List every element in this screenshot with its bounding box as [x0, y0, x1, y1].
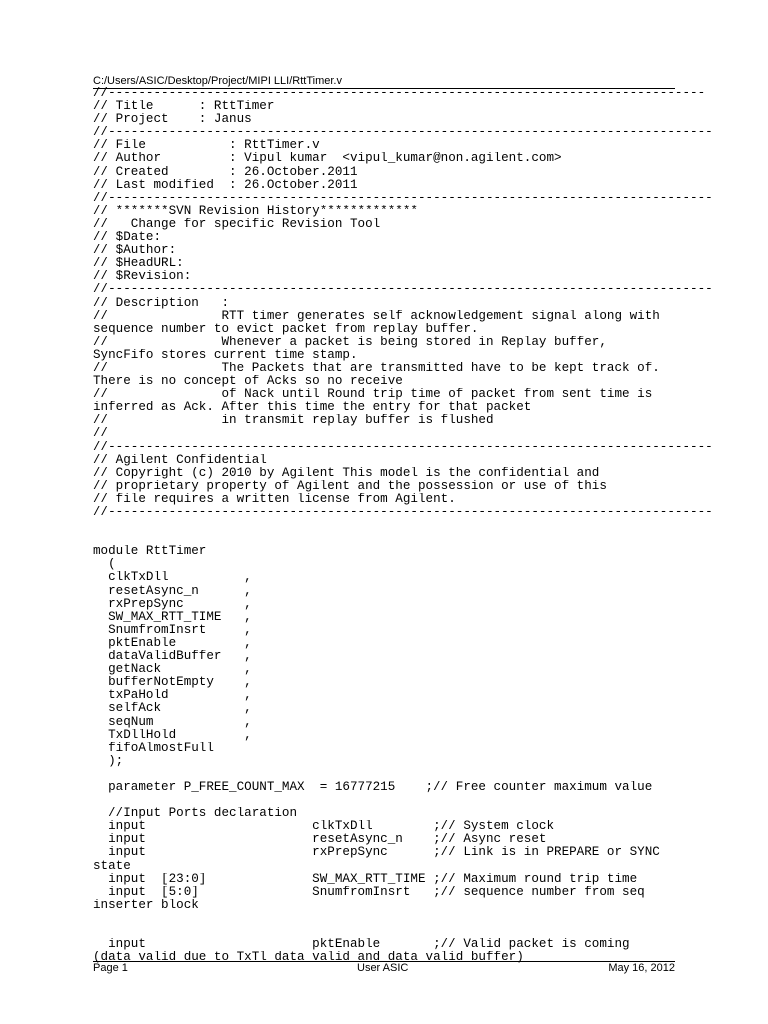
code-line: //--------------------------------------------------------------------------------	[93, 506, 713, 519]
code-line: SW_MAX_RTT_TIME ,	[93, 610, 252, 624]
code-line: //--------------------------------------------------------------------------------	[93, 126, 713, 140]
code-line: SnumfromInsrt ,	[93, 623, 252, 637]
code-line: seqNum ,	[93, 715, 252, 729]
code-line: // *******SVN Revision History*************	[93, 204, 418, 218]
code-line	[93, 532, 759, 545]
code-line: // RTT timer generates self acknowledgement signal along with	[93, 309, 660, 323]
code-line: // Copyright (c) 2010 by Agilent This model is the confidential and	[93, 466, 600, 480]
code-line: txPaHold ,	[93, 689, 252, 703]
code-line: // Whenever a packet is being stored in Replay buffer,	[93, 335, 607, 349]
footer-title: User ASIC	[357, 962, 409, 974]
code-line: // in transmit replay buffer is flushed	[93, 414, 494, 428]
code-line: input rxPrepSync ;// Link is in PREPARE or SYNC	[93, 846, 660, 860]
code-line	[93, 912, 759, 925]
code-line: SyncFifo stores current time stamp.	[93, 348, 358, 362]
code-line: // Agilent Confidential	[93, 453, 267, 467]
code-line: // The Packets that are transmitted have to be kept track of.	[93, 361, 660, 375]
code-line: // proprietary property of Agilent and the possession or use of this	[93, 479, 607, 493]
code-line: inserter block	[93, 898, 199, 912]
code-line: module RttTimer	[93, 545, 207, 559]
code-line: input [23:0] SW_MAX_RTT_TIME ;// Maximum round trip time	[93, 872, 638, 886]
code-line: TxDllHold ,	[93, 728, 252, 742]
code-line	[93, 519, 759, 532]
code-line: //--------------------------------------------------------------------------------	[93, 191, 713, 205]
code-line: selfAck ,	[93, 702, 252, 716]
code-line: //--------------------------------------------------------------------------------	[93, 440, 713, 454]
code-line	[93, 925, 759, 938]
code-line: //--------------------------------------------------------------------------------	[93, 283, 713, 297]
code-line: bufferNotEmpty ,	[93, 676, 252, 690]
code-line: // Last modified : 26.October.2011	[93, 178, 358, 192]
code-line: resetAsync_n ,	[93, 584, 252, 598]
code-line: // $HeadURL:	[93, 257, 184, 271]
file-path: C:/Users/ASIC/Desktop/Project/MIPI LLI/RttTimer.v	[93, 75, 342, 87]
code-line: // Author : Vipul kumar <vipul_kumar@non.agilent.com>	[93, 152, 562, 166]
code-line: fifoAlmostFull	[93, 741, 214, 755]
code-line: state	[93, 859, 131, 873]
code-line: // Description :	[93, 296, 230, 310]
code-line: sequence number to evict packet from replay buffer.	[93, 322, 479, 336]
code-line: There is no concept of Acks so no receive	[93, 375, 403, 389]
page-footer	[93, 961, 675, 976]
code-line: inferred as Ack. After this time the entry for that packet	[93, 401, 532, 415]
code-line: getNack ,	[93, 663, 252, 677]
code-line: );	[93, 754, 124, 768]
code-line: // $Date:	[93, 231, 162, 245]
code-line: // $Revision:	[93, 270, 192, 284]
code-line: clkTxDll ,	[93, 571, 252, 585]
page-number: Page 1	[93, 962, 128, 974]
code-line	[93, 794, 759, 807]
code-line: pktEnable ,	[93, 636, 252, 650]
code-line: //-------------------------------------------------------------------------------	[93, 87, 706, 100]
code-line: input resetAsync_n ;// Async reset	[93, 833, 547, 847]
code-line: // Change for specific Revision Tool	[93, 217, 381, 231]
code-line: input clkTxDll ;// System clock	[93, 820, 555, 834]
code-line	[93, 768, 759, 781]
code-line: //	[93, 427, 109, 441]
code-line: (	[93, 558, 116, 572]
code-listing	[93, 87, 759, 964]
code-line: // file requires a written license from Agilent.	[93, 492, 456, 506]
code-line: // Created : 26.October.2011	[93, 165, 358, 179]
code-line: //Input Ports declaration	[93, 807, 298, 821]
code-line: // of Nack until Round trip time of packet from sent time is	[93, 388, 653, 402]
code-line: // $Author:	[93, 244, 177, 258]
print-date: May 16, 2012	[608, 962, 675, 974]
code-line: dataValidBuffer ,	[93, 650, 252, 664]
code-line: (data valid due to TxTl data valid and data valid buffer)	[93, 951, 524, 965]
code-line: // File : RttTimer.v	[93, 139, 320, 153]
code-line: // Title : RttTimer	[93, 100, 275, 114]
code-line: input pktEnable ;// Valid packet is coming	[93, 938, 630, 952]
code-line: // Project : Janus	[93, 113, 252, 127]
code-line: rxPrepSync ,	[93, 597, 252, 611]
code-line: parameter P_FREE_COUNT_MAX = 16777215 ;// Free counter maximum value	[93, 780, 653, 794]
code-line: input [5:0] SnumfromInsrt ;// sequence number from seq	[93, 885, 645, 899]
